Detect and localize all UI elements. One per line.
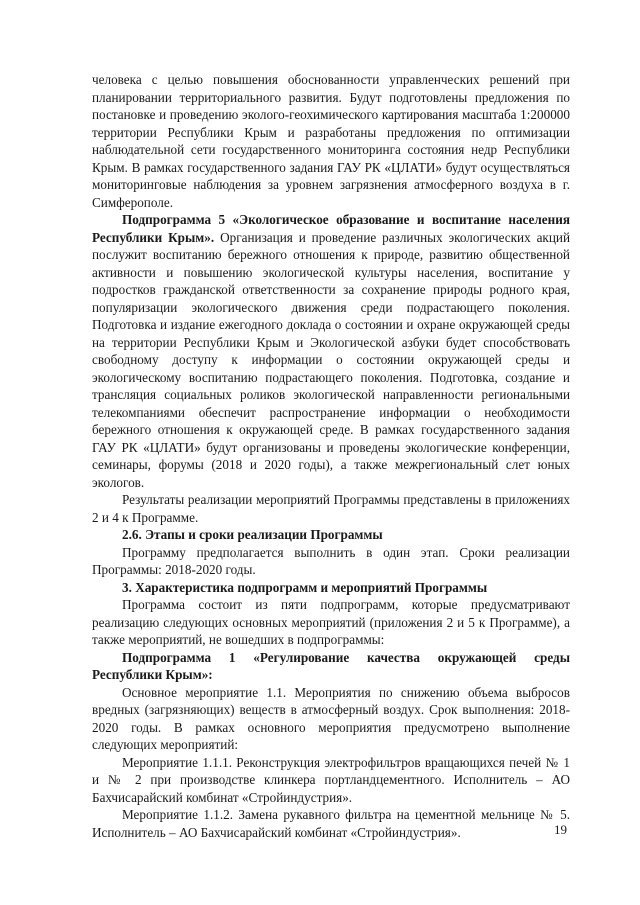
- subprogram-5-title: Подпрограмма 5 «Экологическое образование и воспитание населения Республики Крым».: [92, 212, 570, 245]
- paragraph-stages: Программу предполагается выполнить в один этап. Сроки реализации Программы: 2018-2020 годы.: [92, 544, 570, 577]
- paragraph-program-structure: Программа состоит из пяти подпрограмм, которые предусматривают реализацию следующих основных мероприятий (приложения 2 и 5 к Программе), а также мероприятий, не вошедших в подпрограммы:: [92, 597, 570, 647]
- paragraph-monitoring: человека с целью повышения обоснованности управленческих решений при планировании территориального развития. Будут подготовлены предложения по постановке и проведению эколого-геохимического картирования масштаба 1:200000 территории Республики Крым и разработаны предложения по оптимизации наблюдательной сети государственного мониторинга состояния недр Республики Крым. В рамках государственного задания ГАУ РК «ЦЛАТИ» будут осуществляться мониторинговые наблюдения за уровнем загрязнения атмосферного воздуха в г. Симферополе.: [92, 72, 570, 210]
- paragraph-subprogram-5: [92, 211, 570, 491]
- heading-stages: 2.6. Этапы и сроки реализации Программы: [122, 527, 383, 542]
- subprogram-5-text: Организация и проведение различных экологических акций послужит воспитанию бережного отношения к природе, развитию общественной активности и повышению экологической культуры населения, воспитание у подростков гражданской ответственности за сохранение природы родного края, популяризации экологического движения среди подрастающего поколения. Подготовка и издание ежегодного доклада о состоянии и охране окружающей среды на территории Республики Крым и Экологической азбуки будет способствовать свободному доступу к информации о состоянии окружающей среды и экологическому воспитанию подрастающего поколения. Подготовка, создание и трансляция социальных роликов экологической направленности региональными телекомпаниями обеспечит распространение информации о необходимости бережного отношения к окружающей среде. В рамках государственного задания ГАУ РК «ЦЛАТИ» будут организованы и проведены экологические конференции, семинары, форумы (2018 и 2020 годы), а также межрегиональный слет юных экологов.: [92, 229, 570, 490]
- heading-characteristics: 3. Характеристика подпрограмм и мероприятий Программы: [122, 579, 488, 595]
- paragraph-measure-1-1-1: Мероприятие 1.1.1. Реконструкция электрофильтров вращающихся печей № 1 и № 2 при производстве клинкера портландцементного. Исполнитель – АО Бахчисарайский комбинат «Стройиндустрия».: [92, 754, 570, 805]
- paragraph-results: Результаты реализации мероприятий Программы представлены в приложениях 2 и 4 к Программе.: [92, 492, 570, 525]
- paragraph-measure-1-1-2: Мероприятие 1.1.2. Замена рукавного фильтра на цементной мельнице № 5. Исполнитель – АО Бахчисарайский комбинат «Стройиндустрия».: [92, 807, 570, 840]
- page-body: [92, 71, 570, 841]
- page-number: 19: [554, 822, 567, 837]
- paragraph-measure-1-1: Основное мероприятие 1.1. Мероприятия по снижению объема выбросов вредных (загрязняющих) веществ в атмосферный воздух. Срок выполнения: 2018-2020 годы. В рамках основного мероприятия предусмотрено выполнение следующих мероприятий:: [92, 684, 570, 752]
- heading-subprogram-1: Подпрограмма 1 «Регулирование качества окружающей среды Республики Крым»:: [92, 649, 570, 682]
